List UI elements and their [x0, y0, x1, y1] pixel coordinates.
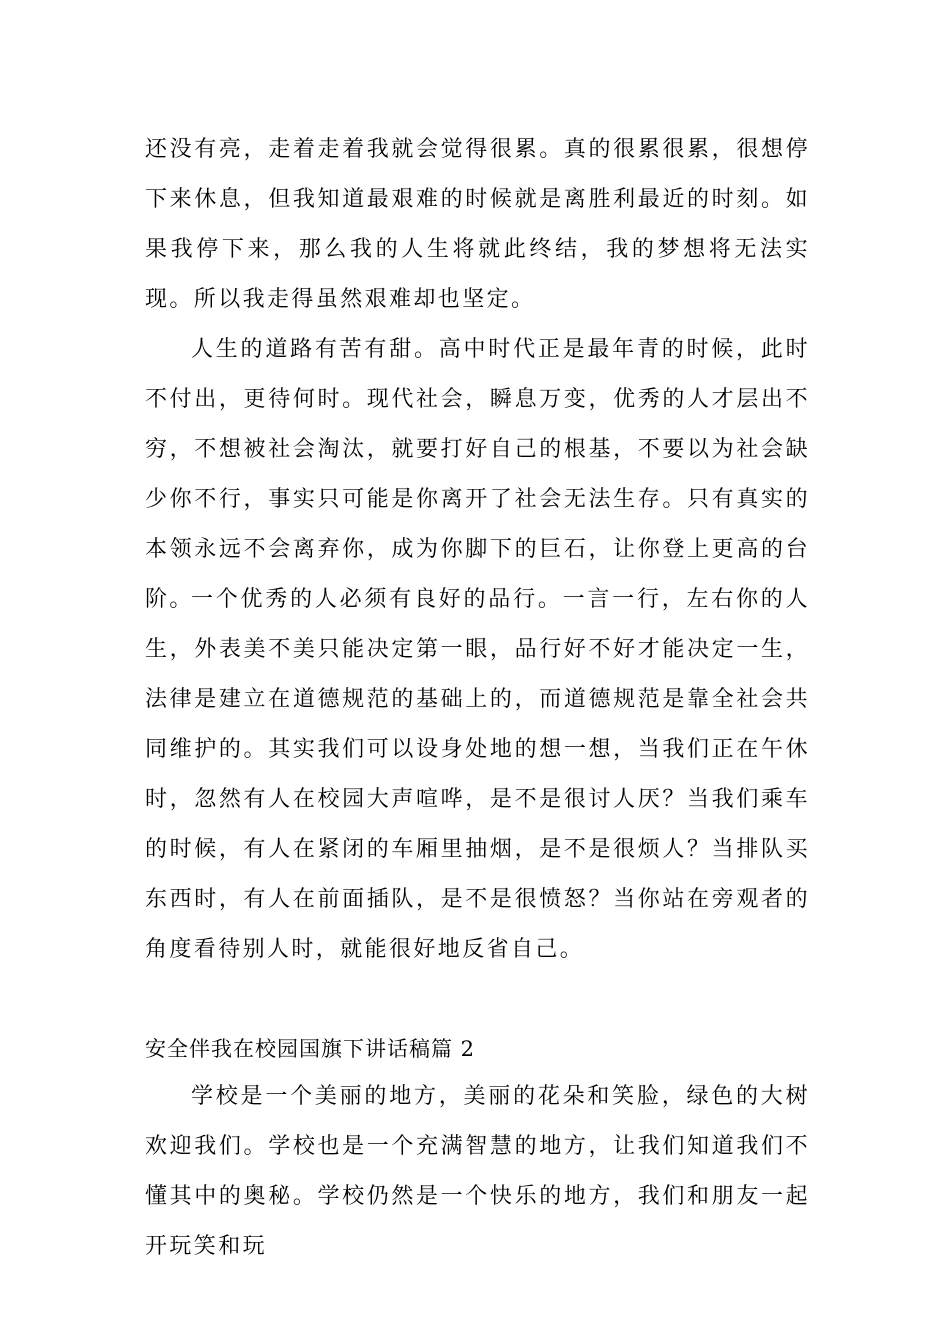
section-heading: 安全伴我在校园国旗下讲话稿篇 2 — [145, 1037, 476, 1061]
paragraph-life-road: 人生的道路有苦有甜。高中时代正是最年青的时候，此时不付出，更待何时。现代社会，瞬息万变，优秀的人才层出不穷，不想被社会淘汰，就要打好自己的根基，不要以为社会缺少你不行，事实只可能是你离开了社会无法生存。只有真实的本领永远不会离弃你，成为你脚下的巨石，让你登上更高的台阶。 — [145, 337, 810, 612]
paragraph-good-conduct: 一个优秀的人必须有良好的品行。一言一行，左右你的人生，外表美不美只能决定第一眼，品行好不好才能决定一生，法律是建立在道德规范的基础上的，而道德规范是靠全社会共同维护的。其实我们可以设身处地的想一想，当我们正在午休时，忽然有人在校园大声喧哗，是不是很讨人厌？当我们乘车的时候，有人在紧闭的车厢里抽烟，是不是很烦人？当排队买东西时，有人在前面插队，是不是很愤怒？当你站在旁观者的角度看待别人时，就能很好地反省自己。 — [145, 587, 810, 962]
paragraph-school-intro: 学校是一个美丽的地方，美丽的花朵和笑脸，绿色的大树欢迎我们。学校也是一个充满智慧的地方，让我们知道我们不懂其中的奥秘。学校仍然是一个快乐的地方，我们和朋友一起开玩笑和玩 — [145, 1084, 810, 1259]
paragraph-continuation: 还没有亮，走着走着我就会觉得很累。真的很累很累，很想停下来休息，但我知道最艰难的时候就是离胜利最近的时刻。如果我停下来，那么我的人生将就此终结，我的梦想将无法实现。所以我走得虽然艰难却也坚定。 — [145, 137, 810, 312]
